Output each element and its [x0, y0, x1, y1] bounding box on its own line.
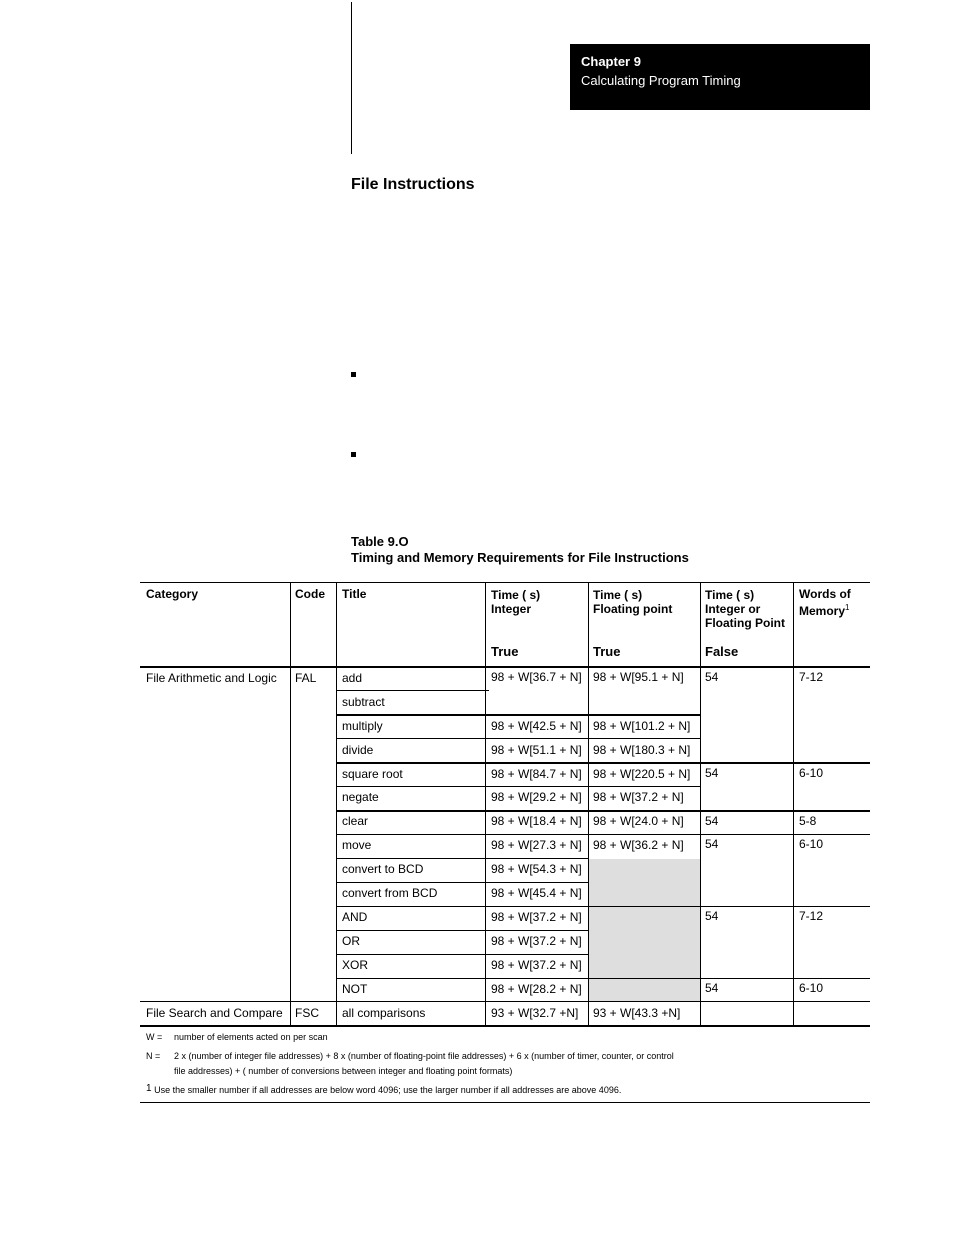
bullet-marker — [351, 452, 356, 457]
column-header-title: Title — [342, 587, 367, 601]
row-rule — [336, 762, 870, 764]
title-cell: divide — [342, 743, 374, 757]
integer-time-cell: 98 + W[29.2 + N] — [491, 790, 582, 804]
false-time-cell: 54 — [705, 909, 719, 923]
title-cell: convert to BCD — [342, 862, 424, 876]
row-rule — [336, 858, 589, 859]
table-bottom-rule — [140, 1025, 870, 1027]
column-rule — [700, 582, 701, 1026]
integer-time-cell: 98 + W[51.1 + N] — [491, 743, 582, 757]
integer-time-cell: 98 + W[28.2 + N] — [491, 982, 582, 996]
column-header-integer: Time ( s) Integer — [491, 588, 541, 616]
integer-time-cell: 98 + W[54.3 + N] — [491, 862, 582, 876]
integer-time-cell: 98 + W[37.2 + N] — [491, 958, 582, 972]
column-rule — [336, 582, 337, 1026]
column-rule — [588, 582, 589, 1026]
column-header-false: Time ( s) Integer or Floating Point — [705, 588, 785, 630]
table-caption — [351, 534, 689, 566]
footnote-1: 1 Use the smaller number if all addresses are below word 4096; use the larger number if all addresses are above 4096. — [146, 1083, 622, 1095]
row-rule — [336, 786, 700, 787]
integer-time-cell: 98 + W[84.7 + N] — [491, 767, 582, 781]
column-rule — [290, 582, 291, 1026]
header-rule — [140, 666, 870, 668]
row-rule — [336, 954, 589, 955]
false-label: False — [705, 644, 739, 659]
integer-time-cell: 98 + W[42.5 + N] — [491, 719, 582, 733]
chapter-label: Chapter 9 — [581, 54, 641, 69]
timing-table — [140, 582, 870, 1026]
title-cell: all comparisons — [342, 1006, 426, 1020]
false-time-cell: 54 — [705, 670, 719, 684]
title-cell: OR — [342, 934, 360, 948]
row-rule — [336, 810, 870, 812]
integer-time-cell: 98 + W[36.7 + N] — [491, 670, 582, 684]
float-time-cell: 98 + W[180.3 + N] — [593, 743, 691, 757]
row-rule — [336, 978, 870, 979]
na-cell — [589, 859, 700, 978]
footnote-n-continued: file addresses) + ( number of conversions between integer and floating point formats) — [174, 1066, 513, 1076]
footnote-n: N = 2 x (number of integer file addresses) + 8 x (number of floating-point file addresses) + 6 x (number of timer, counter, or control — [146, 1051, 674, 1061]
footnote-bottom-rule — [140, 1102, 870, 1103]
title-cell: clear — [342, 814, 369, 828]
float-time-cell: 98 + W[101.2 + N] — [593, 719, 691, 733]
footnote-ref: 1 — [845, 603, 850, 612]
na-cell — [589, 979, 700, 1001]
title-cell: XOR — [342, 958, 369, 972]
float-true-label: True — [593, 644, 621, 659]
footnote-marker: 1 — [146, 1083, 152, 1094]
row-rule — [336, 906, 870, 907]
row-rule — [336, 882, 589, 883]
false-time-cell: 54 — [705, 981, 719, 995]
memory-cell: 6-10 — [799, 981, 824, 995]
column-header-memory: Words of Memory$^1$ — [799, 587, 851, 618]
integer-time-cell: 93 + W[32.7 +N] — [491, 1006, 579, 1020]
column-rule — [485, 582, 486, 1026]
row-rule — [336, 834, 870, 835]
margin-rule — [351, 2, 352, 154]
table-top-rule — [140, 582, 870, 583]
float-time-cell: 98 + W[24.0 + N] — [593, 814, 684, 828]
title-cell: subtract — [342, 695, 385, 709]
column-header-code: Code — [295, 587, 325, 601]
section-heading: File Instructions — [351, 176, 475, 193]
title-cell: square root — [342, 767, 403, 781]
row-rule — [140, 1001, 870, 1002]
row-rule — [336, 690, 489, 691]
integer-time-cell: 98 + W[45.4 + N] — [491, 886, 582, 900]
code-cell: FAL — [295, 671, 317, 685]
code-cell: FSC — [295, 1006, 319, 1020]
memory-cell: 7-12 — [799, 670, 824, 684]
title-cell: multiply — [342, 719, 383, 733]
row-rule — [336, 714, 700, 716]
column-header-float: Time ( s) Floating point — [593, 588, 673, 616]
category-cell: File Search and Compare — [146, 1006, 283, 1020]
column-header-category: Category — [146, 587, 199, 601]
float-time-cell: 98 + W[95.1 + N] — [593, 670, 684, 684]
false-time-cell: 54 — [705, 837, 719, 851]
integer-time-cell: 98 + W[37.2 + N] — [491, 910, 582, 924]
title-cell: negate — [342, 790, 379, 804]
chapter-title: Calculating Program Timing — [581, 73, 741, 88]
false-time-cell: 54 — [705, 766, 719, 780]
integer-time-cell: 98 + W[27.3 + N] — [491, 838, 582, 852]
integer-time-cell: 98 + W[18.4 + N] — [491, 814, 582, 828]
chapter-header — [570, 44, 870, 110]
category-cell: File Arithmetic and Logic — [146, 671, 277, 685]
float-time-cell: 93 + W[43.3 +N] — [593, 1006, 681, 1020]
title-cell: AND — [342, 910, 368, 924]
false-time-cell: 54 — [705, 814, 719, 828]
title-cell: add — [342, 671, 363, 685]
row-rule — [336, 930, 589, 931]
float-time-cell: 98 + W[37.2 + N] — [593, 790, 684, 804]
title-cell: move — [342, 838, 372, 852]
float-time-cell: 98 + W[220.5 + N] — [593, 767, 691, 781]
title-cell: convert from BCD — [342, 886, 438, 900]
table-title: Timing and Memory Requirements for File Instructions — [351, 550, 689, 565]
table-number: Table 9.O — [351, 534, 409, 549]
memory-cell: 5-8 — [799, 814, 817, 828]
bullet-marker — [351, 372, 356, 377]
integer-true-label: True — [491, 644, 519, 659]
float-time-cell: 98 + W[36.2 + N] — [593, 838, 684, 852]
memory-cell: 7-12 — [799, 909, 824, 923]
column-rule — [793, 582, 794, 1026]
integer-time-cell: 98 + W[37.2 + N] — [491, 934, 582, 948]
memory-cell: 6-10 — [799, 837, 824, 851]
footnote-w: W = number of elements acted on per scan — [146, 1032, 328, 1042]
row-rule — [336, 738, 700, 739]
memory-cell: 6-10 — [799, 766, 824, 780]
title-cell: NOT — [342, 982, 368, 996]
